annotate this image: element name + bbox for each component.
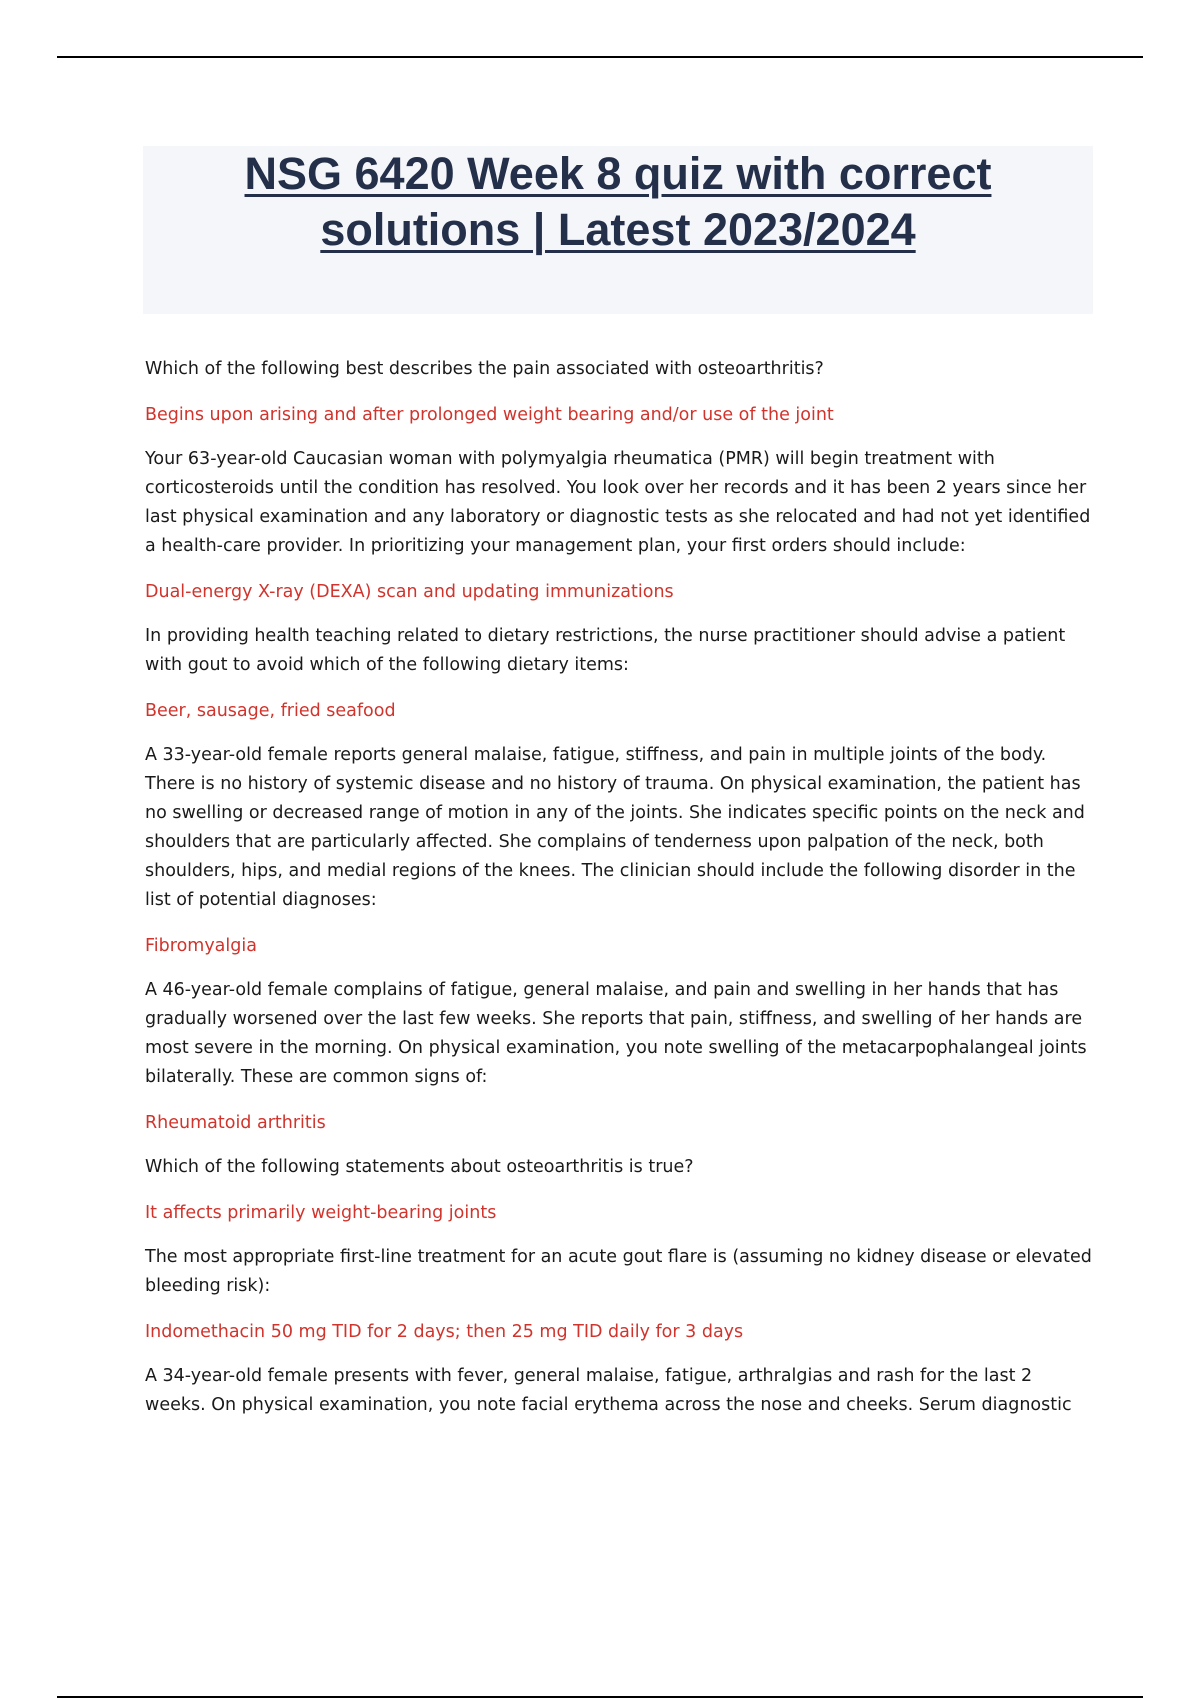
title-line-1: NSG 6420 Week 8 quiz with correct	[244, 148, 992, 199]
page-title	[143, 146, 1093, 258]
answer-7: Indomethacin 50 mg TID for 2 days; then 25 mg TID daily for 3 days	[145, 1322, 744, 1342]
question-7: The most appropriate first-line treatment for an acute gout flare is (assuming no kidney disease or elevated bleeding risk):	[145, 1247, 1092, 1296]
bottom-rule	[57, 1696, 1143, 1698]
question-5: A 46-year-old female complains of fatigue, general malaise, and pain and swelling in her hands that has gradually worsened over the last few weeks. She reports that pain, stiffness, and swelling of her hands are most severe in the morning. On physical examination, you note swelling of the metacarpophalangeal joints bilaterally. These are common signs of:	[145, 980, 1087, 1087]
answer-6: It affects primarily weight-bearing joints	[145, 1203, 497, 1223]
answer-4: Fibromyalgia	[145, 936, 257, 956]
top-rule	[57, 56, 1143, 58]
question-3: In providing health teaching related to dietary restrictions, the nurse practitioner should advise a patient with gout to avoid which of the following dietary items:	[145, 626, 1066, 675]
title-box	[143, 146, 1093, 314]
answer-3: Beer, sausage, fried seafood	[145, 701, 396, 721]
question-6: Which of the following statements about osteoarthritis is true?	[145, 1157, 694, 1177]
answer-2: Dual-energy X-ray (DEXA) scan and updating immunizations	[145, 582, 674, 602]
question-2: Your 63-year-old Caucasian woman with polymyalgia rheumatica (PMR) will begin treatment with corticosteroids until the condition has resolved. You look over her records and it has been 2 years since her last physical examination and any laboratory or diagnostic tests as she relocated and had not yet identified a health-care provider. In prioritizing your management plan, your first orders should include:	[145, 449, 1091, 556]
question-8: A 34-year-old female presents with fever, general malaise, fatigue, arthralgias and rash for the last 2 weeks. On physical examination, you note facial erythema across the nose and cheeks. Serum diagnostic	[145, 1366, 1072, 1415]
question-1: Which of the following best describes the pain associated with osteoarthritis?	[145, 359, 824, 379]
answer-5: Rheumatoid arthritis	[145, 1113, 326, 1133]
question-4: A 33-year-old female reports general malaise, fatigue, stiffness, and pain in multiple joints of the body. There is no history of systemic disease and no history of trauma. On physical examination, the patient has no swelling or decreased range of motion in any of the joints. She indicates specific points on the neck and shoulders that are particularly affected. She complains of tenderness upon palpation of the neck, both shoulders, hips, and medial regions of the knees. The clinician should include the following disorder in the list of potential diagnoses:	[145, 745, 1085, 910]
title-line-2: solutions | Latest 2023/2024	[320, 204, 916, 255]
answer-1: Begins upon arising and after prolonged weight bearing and/or use of the joint	[145, 405, 834, 425]
quiz-content	[145, 355, 1095, 1420]
